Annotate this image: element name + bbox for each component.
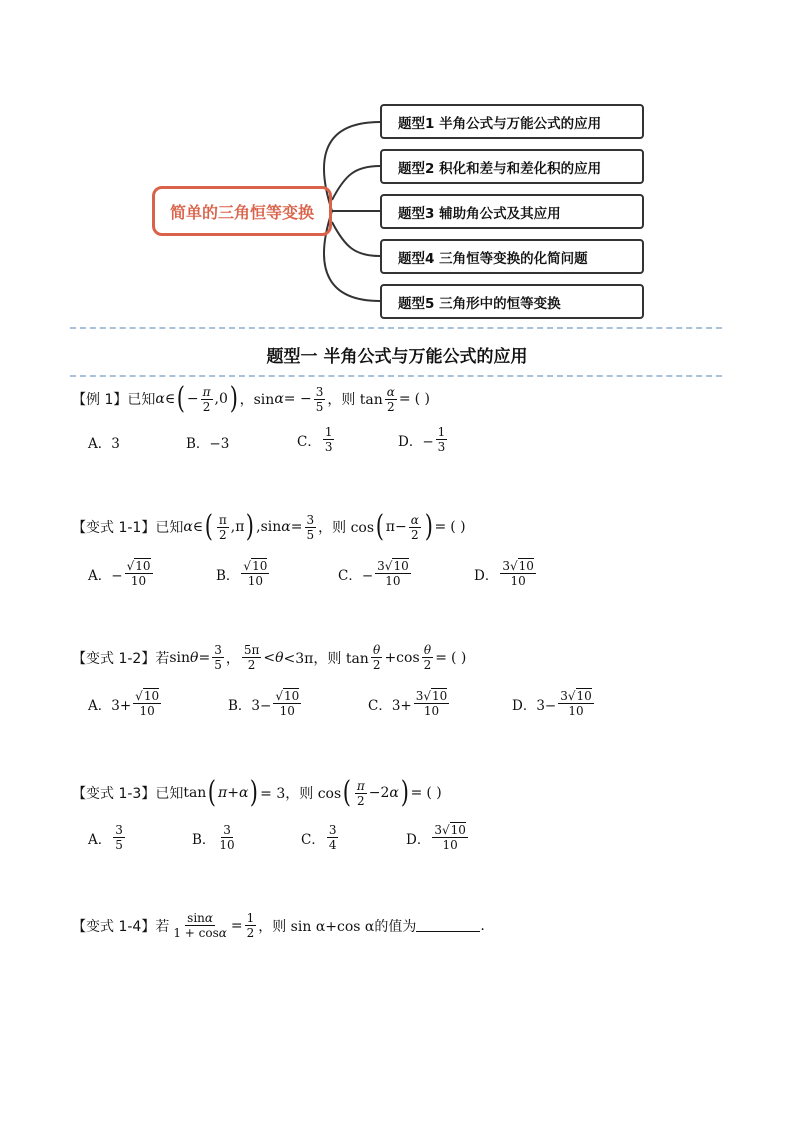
section-title: 题型一 半角公式与万能公式的应用 (266, 347, 528, 367)
q1-option-c: C． $\frac{1}{3}$ (297, 425, 333, 454)
divider-top (70, 327, 722, 329)
question-variant-1-3: 【变式 1-3】已知 tan ( π + α ) = 3，则 cos ( $\frac{\pi}{2}$ −2 α ) = ( ) (72, 775, 442, 810)
question-variant-1-2: 【变式 1-2】若 sin θ = $\frac{3}{5}$ ， $\frac{5\pi}{2}$ < θ <3π，则 tan $\frac{\theta}{2}$ +cos $\frac{\theta}{2}$ = ( ) (72, 643, 467, 672)
mindmap-node-1: 题型1 半角公式与万能公式的应用 (380, 104, 644, 139)
mindmap-node-4: 题型4 三角恒等变换的化简问题 (380, 239, 644, 274)
mindmap-root: 简单的三角恒等变换 (152, 186, 332, 236)
q3-option-b: B．3− $\frac{√10}{10}$ (228, 689, 300, 718)
q4-option-c: C． $\frac{3}{4}$ (301, 823, 337, 852)
mindmap-node-3: 题型3 辅助角公式及其应用 (380, 194, 644, 229)
question-variant-1-4: 【变式 1-4】若 $\frac{\sin\alpha}{1 + \cos\alpha}$ = $\frac{1}{2}$ ，则 sin α+cos α 的值为 . (72, 911, 485, 940)
q2-option-b: B． $\frac{√10}{10}$ (216, 559, 268, 588)
mindmap-node-2: 题型2 积化和差与和差化积的应用 (380, 149, 644, 184)
q2-option-d: D． $\frac{3√10}{10}$ (474, 559, 534, 588)
mindmap-node-5: 题型5 三角形中的恒等变换 (380, 284, 644, 319)
q4-option-b: B． $\frac{3}{10}$ (192, 823, 235, 852)
q3-option-c: C．3+ $\frac{3√10}{10}$ (368, 689, 448, 718)
question-variant-1-1: 【变式 1-1】已知 α ∈ ( $\frac{\pi}{2}$ ,π ) ,sin α = $\frac{3}{5}$ ，则 cos ( π− $\frac{\alpha}{2}$ ) = ( ) (72, 509, 466, 544)
q3-option-a: A．3+ $\frac{√10}{10}$ (88, 689, 160, 718)
divider-bottom (70, 375, 722, 377)
q4-option-d: D． $\frac{3√10}{10}$ (406, 823, 466, 852)
q2-option-a: A．− $\frac{√10}{10}$ (88, 559, 151, 588)
q3-option-d: D．3− $\frac{3√10}{10}$ (512, 689, 592, 718)
q1-option-b: B．−3 (186, 436, 230, 452)
q1-option-d: D．− $\frac{1}{3}$ (398, 425, 446, 454)
q4-option-a: A． $\frac{3}{5}$ (88, 823, 123, 852)
question-example-1: 【例 1】已知 α ∈ ( − $\frac{\pi}{2}$ ,0 ) ，sin α = − $\frac{3}{5}$ ，则 tan $\frac{\alpha}{2}$ = ( ) (72, 381, 431, 416)
q2-option-c: C．− $\frac{3√10}{10}$ (338, 559, 409, 588)
answer-blank[interactable] (416, 919, 480, 932)
q1-option-a: A．3 (88, 436, 120, 452)
